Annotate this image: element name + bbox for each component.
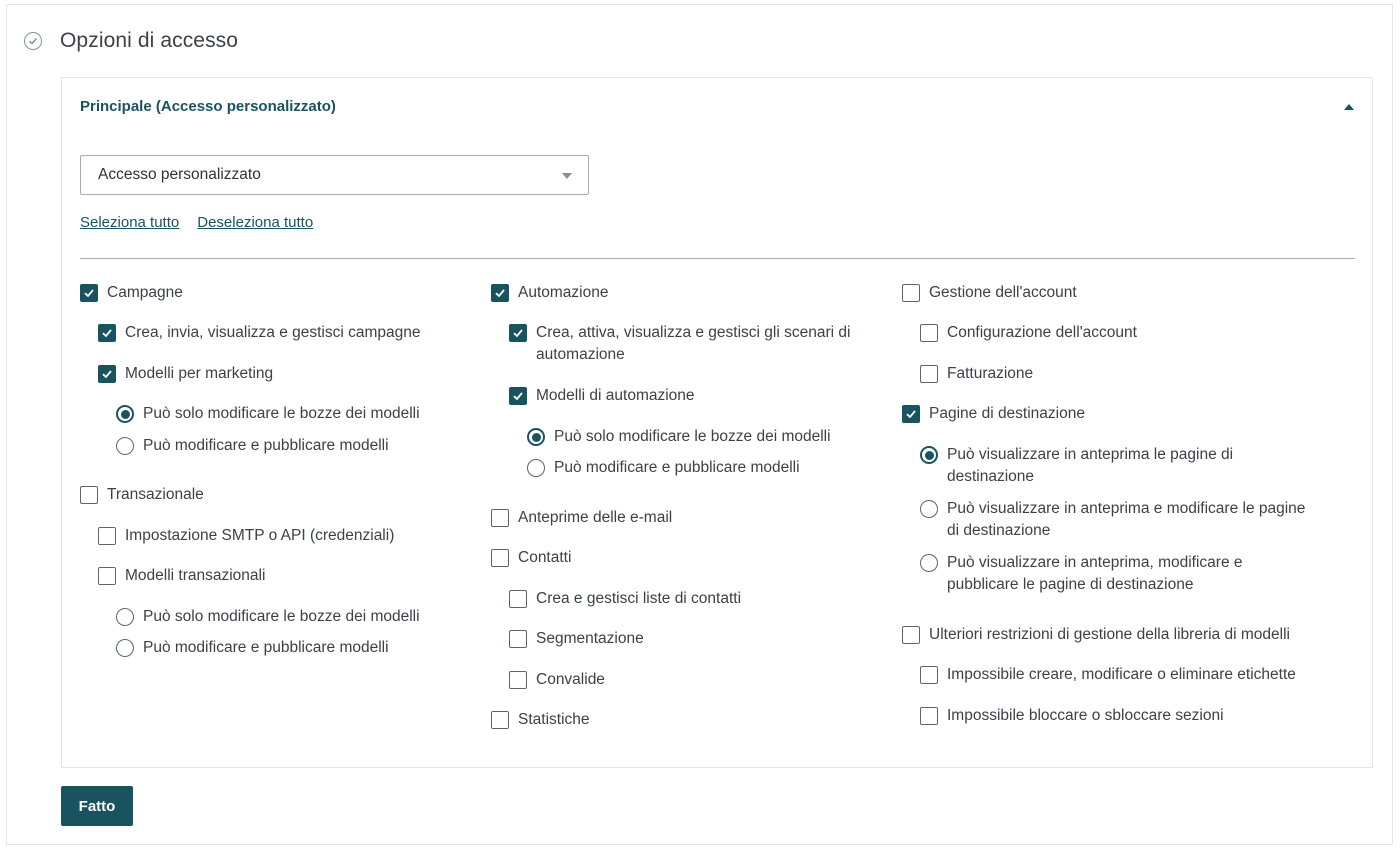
section-title: Opzioni di accesso — [60, 29, 239, 52]
radio-pd-anteprima[interactable] — [920, 444, 1233, 488]
radio-icon[interactable] — [116, 608, 134, 626]
checkbox-etichette[interactable] — [920, 664, 1296, 686]
checkbox-checked-icon[interactable] — [98, 365, 116, 383]
checkbox-label: Impossibile creare, modificare o eliminare etichette — [947, 666, 1296, 683]
check-circle-icon — [24, 32, 42, 50]
checkbox-icon[interactable] — [509, 590, 527, 608]
checkbox-icon[interactable] — [80, 486, 98, 504]
checkbox-modelli-transazionali[interactable] — [98, 565, 265, 587]
checkbox-icon[interactable] — [98, 527, 116, 545]
checkbox-transazionale[interactable] — [80, 484, 204, 506]
checkbox-fatturazione[interactable] — [920, 363, 1033, 385]
checkbox-sezioni[interactable] — [920, 705, 1224, 727]
radio-mt-pubblicare[interactable] — [116, 637, 389, 659]
radio-icon[interactable] — [920, 500, 938, 518]
checkbox-icon[interactable] — [509, 671, 527, 689]
radio-ma-bozze[interactable] — [527, 426, 831, 448]
checkbox-modelli-marketing[interactable] — [98, 363, 273, 385]
checkbox-liste[interactable] — [509, 588, 741, 610]
radio-pd-modificare[interactable] — [920, 498, 1305, 542]
checkbox-icon[interactable] — [920, 666, 938, 684]
checkbox-libreria[interactable] — [902, 624, 1290, 646]
divider — [80, 258, 1355, 259]
checkbox-convalide[interactable] — [509, 669, 605, 691]
checkbox-label: Impossibile bloccare o sbloccare sezioni — [947, 707, 1224, 724]
checkbox-checked-icon[interactable] — [509, 324, 527, 342]
checkbox-icon[interactable] — [902, 284, 920, 302]
checkbox-label: Impostazione SMTP o API (credenziali) — [125, 527, 395, 544]
checkbox-label: Contatti — [518, 549, 572, 566]
radio-mm-pubblicare[interactable] — [116, 435, 389, 457]
radio-label: Può solo modificare le bozze dei modelli — [143, 608, 420, 625]
checkbox-label: Modelli transazionali — [125, 567, 266, 584]
radio-selected-icon[interactable] — [920, 446, 938, 464]
radio-label: Può modificare e pubblicare modelli — [143, 437, 389, 454]
checkbox-pagine-destinazione[interactable] — [902, 403, 1085, 425]
chevron-down-icon — [562, 173, 572, 179]
collapse-caret-icon[interactable] — [1344, 104, 1354, 110]
radio-selected-icon[interactable] — [527, 428, 545, 446]
checkbox-icon[interactable] — [491, 549, 509, 567]
checkbox-statistiche[interactable] — [491, 709, 590, 731]
checkbox-checked-icon[interactable] — [80, 284, 98, 302]
radio-label: Può solo modificare le bozze dei modelli — [554, 428, 831, 445]
checkbox-label: Configurazione dell'account — [947, 324, 1137, 341]
checkbox-label: Anteprime delle e-mail — [518, 509, 673, 526]
checkbox-label: Pagine di destinazione — [929, 405, 1085, 422]
radio-label: Può visualizzare in anteprima e modificare le pagine di destinazione — [947, 500, 1306, 539]
checkbox-icon[interactable] — [920, 365, 938, 383]
checkbox-smtp[interactable] — [98, 525, 394, 547]
radio-icon[interactable] — [527, 459, 545, 477]
checkbox-label: Fatturazione — [947, 365, 1034, 382]
checkbox-label: Transazionale — [107, 486, 204, 503]
checkbox-icon[interactable] — [491, 509, 509, 527]
access-level-select[interactable] — [80, 155, 589, 195]
checkbox-checked-icon[interactable] — [902, 405, 920, 423]
checkbox-label: Crea e gestisci liste di contatti — [536, 590, 742, 607]
checkbox-crea-campagne[interactable] — [98, 322, 421, 344]
checkbox-contatti[interactable] — [491, 547, 571, 569]
checkbox-modelli-automazione[interactable] — [509, 385, 695, 407]
deselect-all-link[interactable]: Deseleziona tutto — [197, 214, 314, 231]
checkbox-config-account[interactable] — [920, 322, 1137, 344]
radio-label: Può solo modificare le bozze dei modelli — [143, 405, 420, 422]
checkbox-checked-icon[interactable] — [98, 324, 116, 342]
radio-icon[interactable] — [116, 437, 134, 455]
checkbox-segmentazione[interactable] — [509, 628, 644, 650]
checkbox-icon[interactable] — [491, 711, 509, 729]
checkbox-label: Convalide — [536, 671, 605, 688]
checkbox-label: Gestione dell'account — [929, 284, 1077, 301]
select-all-link[interactable]: Seleziona tutto — [80, 214, 180, 231]
checkbox-icon[interactable] — [920, 324, 938, 342]
radio-selected-icon[interactable] — [116, 405, 134, 423]
radio-ma-pubblicare[interactable] — [527, 457, 800, 479]
checkbox-label: Ulteriori restrizioni di gestione della libreria di modelli — [929, 626, 1290, 643]
radio-mt-bozze[interactable] — [116, 606, 420, 628]
checkbox-label: Crea, attiva, visualizza e gestisci gli scenari di automazione — [536, 324, 851, 363]
radio-icon[interactable] — [116, 639, 134, 657]
checkbox-icon[interactable] — [902, 626, 920, 644]
radio-pd-pubblicare[interactable] — [920, 552, 1243, 596]
checkbox-automazione[interactable] — [491, 282, 608, 304]
checkbox-label: Statistiche — [518, 711, 590, 728]
access-card — [61, 77, 1373, 768]
radio-icon[interactable] — [920, 554, 938, 572]
checkbox-label: Campagne — [107, 284, 183, 301]
radio-label: Può visualizzare in anteprima, modificare e pubblicare le pagine di destinazione — [947, 554, 1243, 593]
checkbox-campagne[interactable] — [80, 282, 183, 304]
checkbox-icon[interactable] — [98, 567, 116, 585]
checkbox-scenari[interactable] — [509, 322, 850, 366]
checkbox-label: Modelli per marketing — [125, 365, 274, 382]
selection-links — [80, 214, 313, 231]
section-header — [24, 28, 238, 54]
select-value: Accesso personalizzato — [98, 166, 261, 183]
radio-label: Può visualizzare in anteprima le pagine di destinazione — [947, 446, 1234, 485]
checkbox-anteprime[interactable] — [491, 507, 672, 529]
checkbox-label: Crea, invia, visualizza e gestisci campagne — [125, 324, 421, 341]
radio-mm-bozze[interactable] — [116, 403, 420, 425]
checkbox-checked-icon[interactable] — [509, 387, 527, 405]
checkbox-gestione-account[interactable] — [902, 282, 1077, 304]
checkbox-label: Modelli di automazione — [536, 387, 695, 404]
card-title[interactable]: Principale (Accesso personalizzato) — [80, 98, 336, 115]
checkbox-icon[interactable] — [920, 707, 938, 725]
checkbox-checked-icon[interactable] — [491, 284, 509, 302]
checkbox-label: Automazione — [518, 284, 609, 301]
radio-label: Può modificare e pubblicare modelli — [554, 459, 800, 476]
radio-label: Può modificare e pubblicare modelli — [143, 639, 389, 656]
checkbox-label: Segmentazione — [536, 630, 644, 647]
checkbox-icon[interactable] — [509, 630, 527, 648]
done-button[interactable]: Fatto — [61, 786, 133, 826]
